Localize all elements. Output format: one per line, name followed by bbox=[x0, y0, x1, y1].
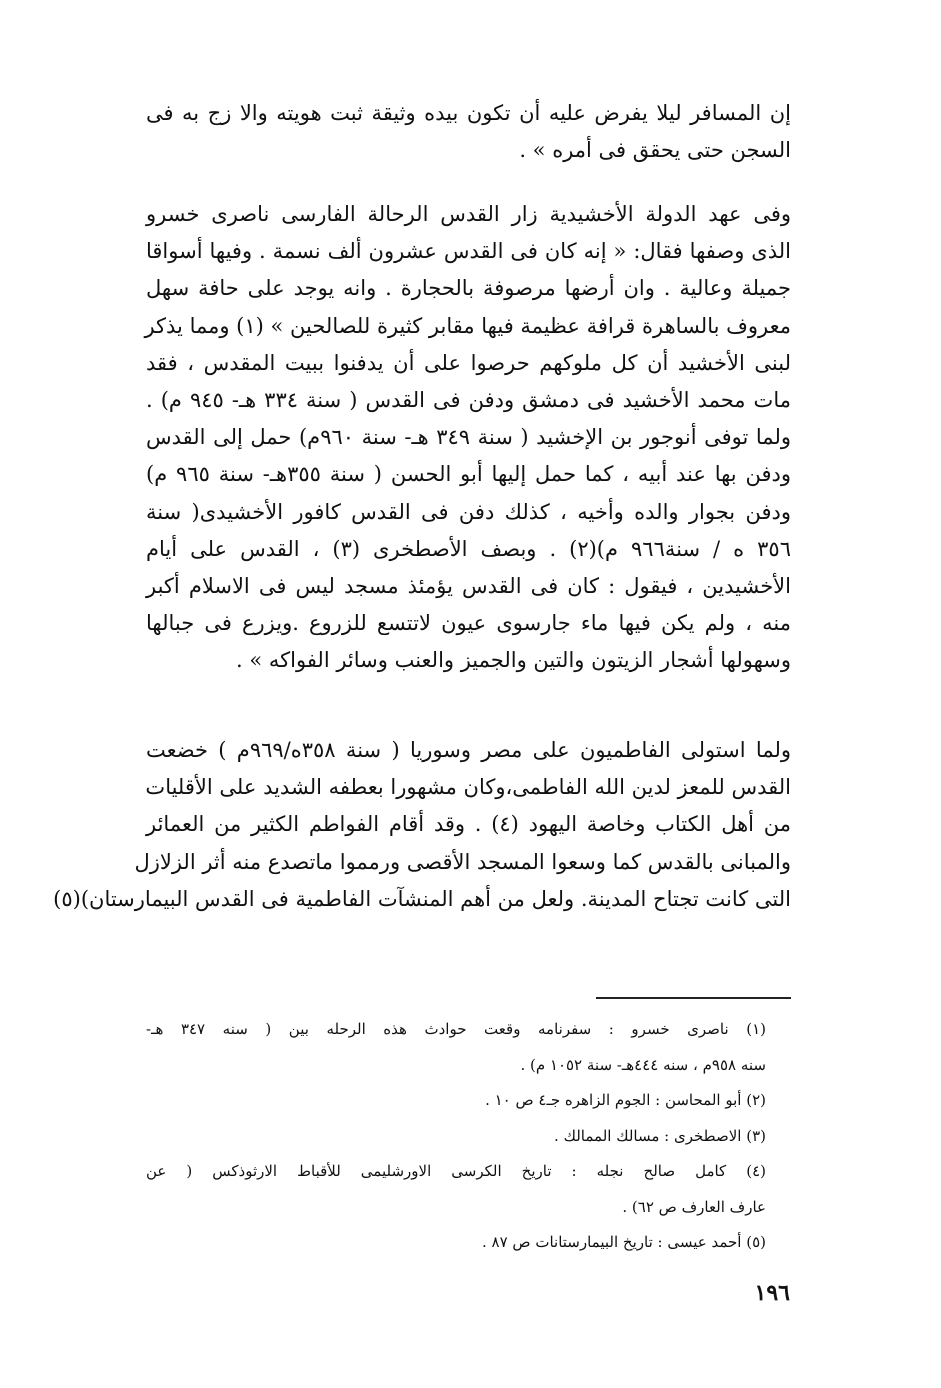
text-line: جميلة وعالية . وان أرضها مرصوفة بالحجارة . وانه يوجد على حافة سهل bbox=[146, 276, 791, 301]
text-line: منه ، ولم يكن فيها ماء جارسوى عيون لاتتسع للزروع .ويزرع فى جبالها bbox=[146, 611, 791, 636]
footnote-line: (٥) أحمد عيسى : تاريخ البيمارستانات ص ٨٧ . bbox=[481, 1233, 766, 1251]
text-line: ودفن بها عند أبيه ، كما حمل إليها أبو الحسن ( سنة ٣٥٥هـ- سنة ٩٦٥ م) bbox=[146, 462, 792, 487]
footnotes bbox=[146, 1012, 766, 1261]
text-line: ولما توفى أنوجور بن الإخشيد ( سنة ٣٤٩ هـ- سنة ٩٦٠م) حمل إلى القدس bbox=[146, 425, 791, 450]
text-line: والمبانى بالقدس كما وسعوا المسجد الأقصى ورمموا ماتصدع منه أثر الزلازل bbox=[134, 849, 791, 874]
text-line: لبنى الأخشيد أن كل ملوكهم حرصوا على أن يدفنوا ببيت المقدس ، فقد bbox=[146, 350, 791, 375]
footnote-line: سنه ٩٥٨م ، سنه ٤٤٤هـ- سنة ١٠٥٢ م) . bbox=[520, 1055, 766, 1074]
text-line: وسهولها أشجار الزيتون والتين والجميز والعنب وسائر الفواكه » . bbox=[236, 648, 791, 673]
text-line: الذى وصفها فقال: « إنه كان فى القدس عشرون ألف نسمة . وفيها أسواقا bbox=[146, 239, 791, 264]
footnote-line: (١) ناصرى خسرو : سفرنامه وقعت حوادث هذه الرحله بين ( سنه ٣٤٧ هـ- bbox=[146, 1020, 766, 1038]
text-line: من أهل الكتاب وخاصة اليهود (٤) . وقد أقام الفواطم الكثير من العمائر bbox=[146, 812, 791, 837]
text-line: ودفن بجوار والده وأخيه ، كذلك دفن فى القدس كافور الأخشيدى( سنة bbox=[146, 499, 791, 524]
page-number: ١٩٦ bbox=[754, 1280, 790, 1306]
text-line: ٣٥٦ ه / سنة٩٦٦ م)(٢) . وبصف الأصطخرى (٣) ، القدس على أيام bbox=[146, 536, 791, 561]
text-line: وفى عهد الدولة الأخشيدية زار القدس الرحالة الفارسى ناصرى خسرو bbox=[146, 202, 791, 226]
footnote-line: (٢) أبو المحاسن : الجوم الزاهره جـ٤ ص ١٠ . bbox=[485, 1091, 766, 1109]
text-line: السجن حتى يحقق فى أمره » . bbox=[519, 138, 791, 163]
footnote-line: (٣) الاصطخرى : مسالك الممالك . bbox=[554, 1126, 766, 1145]
text-line: الأخشيدين ، فيقول : كان فى القدس يؤمئذ مسجد ليس فى الاسلام أكبر bbox=[146, 573, 791, 598]
text-line: القدس للمعز لدين الله الفاطمى،وكان مشهورا بعطفه الشديد على الأقليات bbox=[145, 775, 791, 800]
footnote-line: (٤) كامل صالح نجله : تاريخ الكرسى الاورشليمى للأقباط الارثوذكس ( عن bbox=[146, 1162, 766, 1180]
text-line: التى كانت تجتاح المدينة. ولعل من أهم المنشآت الفاطمية فى القدس البيمارستان)(٥) bbox=[53, 886, 791, 911]
text-line: معروف بالساهرة قرافة عظيمة فيها مقابر كثيرة للصالحين » (١) ومما يذكر bbox=[144, 313, 791, 338]
paragraph-3 bbox=[53, 732, 791, 918]
text-line: ولما استولى الفاطميون على مصر وسوريا ( سنة ٣٥٨ه/٩٦٩م ) خضعت bbox=[146, 738, 791, 762]
footnote-line: عارف العارف ص ٦٢) . bbox=[622, 1197, 766, 1216]
paragraph-1 bbox=[146, 95, 791, 169]
text-line: إن المسافر ليلا يفرض عليه أن تكون بيده وثيقة ثبت هويته والا زج به فى bbox=[146, 101, 791, 125]
paragraph-2 bbox=[146, 196, 791, 679]
text-line: مات محمد الأخشيد فى دمشق ودفن فى القدس ( سنة ٣٣٤ هـ- ٩٤٥ م) . bbox=[146, 387, 791, 412]
footnote-divider bbox=[596, 997, 791, 999]
